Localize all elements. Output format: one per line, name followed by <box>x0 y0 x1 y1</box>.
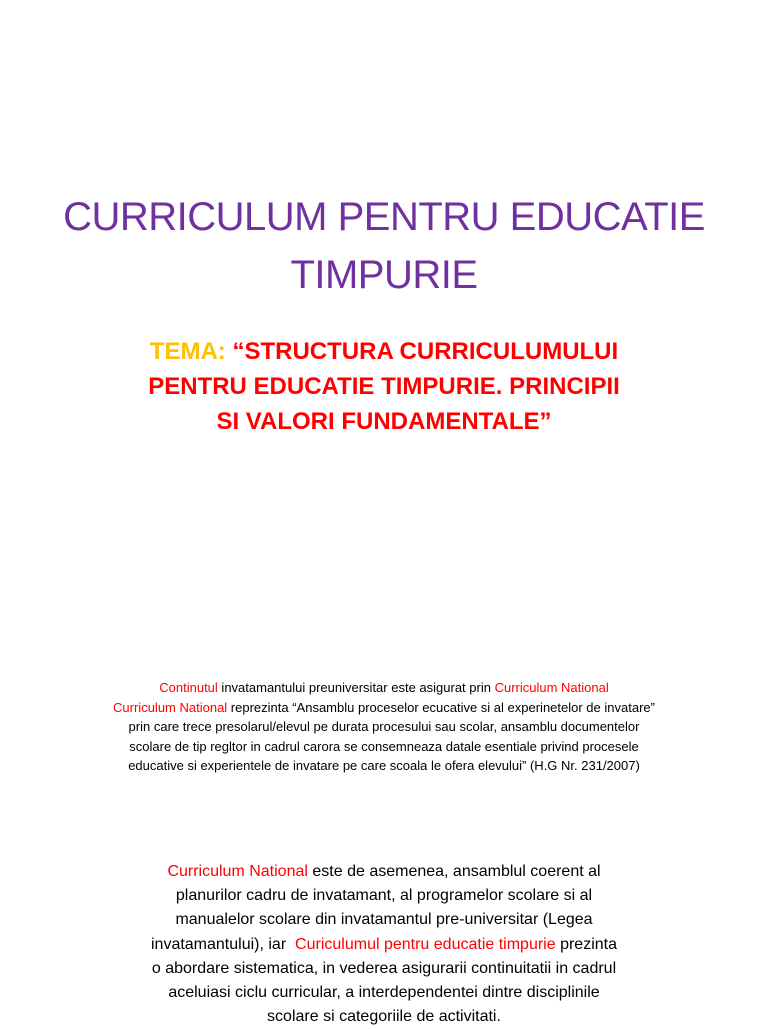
para2-line-1-text: este de asemenea, ansamblul coerent al <box>307 863 601 880</box>
para2-line-5: o abordare sistematica, in vederea asigurarii continuitatii in cadrul <box>151 959 617 977</box>
para1-highlight-curriculum-2: Curriculum National <box>113 699 228 715</box>
para2-highlight-curriculum: Curriculum National <box>167 863 308 880</box>
tema-label: TEMA: <box>149 338 226 365</box>
title-line-2: TIMPURIE <box>290 253 478 297</box>
para2-line-4-text: invatamantului), iar <box>150 935 296 953</box>
para1-highlight-curriculum: Curriculum National <box>494 680 609 695</box>
para1-line-1-text: invatamantului preuniversitar este asigurat prin <box>217 680 495 695</box>
para1-line-3: prin care trece presolarul/elevul pe durata procesului sau scolar, ansamblu documentelor <box>128 719 640 734</box>
subtitle-line-1 <box>0 334 768 369</box>
para1-line-2 <box>0 698 768 718</box>
paragraph-curriculum-national <box>0 860 768 1029</box>
para1-line-4: scolare de tip regltor in cadrul carora se consemneaza datale esentiale privind procesele <box>129 738 639 754</box>
subtitle-line-2: PENTRU EDUCATIE TIMPURIE. PRINCIPII <box>148 373 620 400</box>
para2-line-6: aceluiasi ciclu curricular, a interdependentei dintre disciplinile <box>168 984 600 1002</box>
para2-highlight-curiculumul: Curiculumul pentru educatie timpurie <box>295 935 556 953</box>
subtitle-line-3: SI VALORI FUNDAMENTALE” <box>216 408 552 435</box>
para2-line-4-text-2: prezinta <box>555 935 617 953</box>
title-line-1: CURRICULUM PENTRU EDUCATIE <box>63 195 705 239</box>
para1-highlight-continutul: Continutul <box>159 680 218 695</box>
para2-line-2: planurilor cadru de invatamant, al programelor scolare si al <box>175 887 593 905</box>
para2-line-7: scolare si categoriile de activitati. <box>267 1008 501 1026</box>
para1-line-1 <box>0 678 768 698</box>
para1-line-2-text: reprezinta “Ansamblu proceselor ecucative si al experinetelor de invatare” <box>227 699 655 715</box>
subtitle-line-1-text: “STRUCTURA CURRICULUMULUI <box>225 338 619 365</box>
slide-subtitle <box>0 334 768 439</box>
para2-line-4 <box>0 933 768 957</box>
para2-line-3: manualelor scolare din invatamantul pre-universitar (Legea <box>175 911 593 929</box>
para2-line-1 <box>0 860 768 884</box>
slide-title <box>0 188 768 304</box>
paragraph-continutul <box>0 678 768 776</box>
para1-line-5: educative si experientele de invatare pe care scoala le ofera elevului” (H.G Nr. 231/2007) <box>128 758 640 773</box>
